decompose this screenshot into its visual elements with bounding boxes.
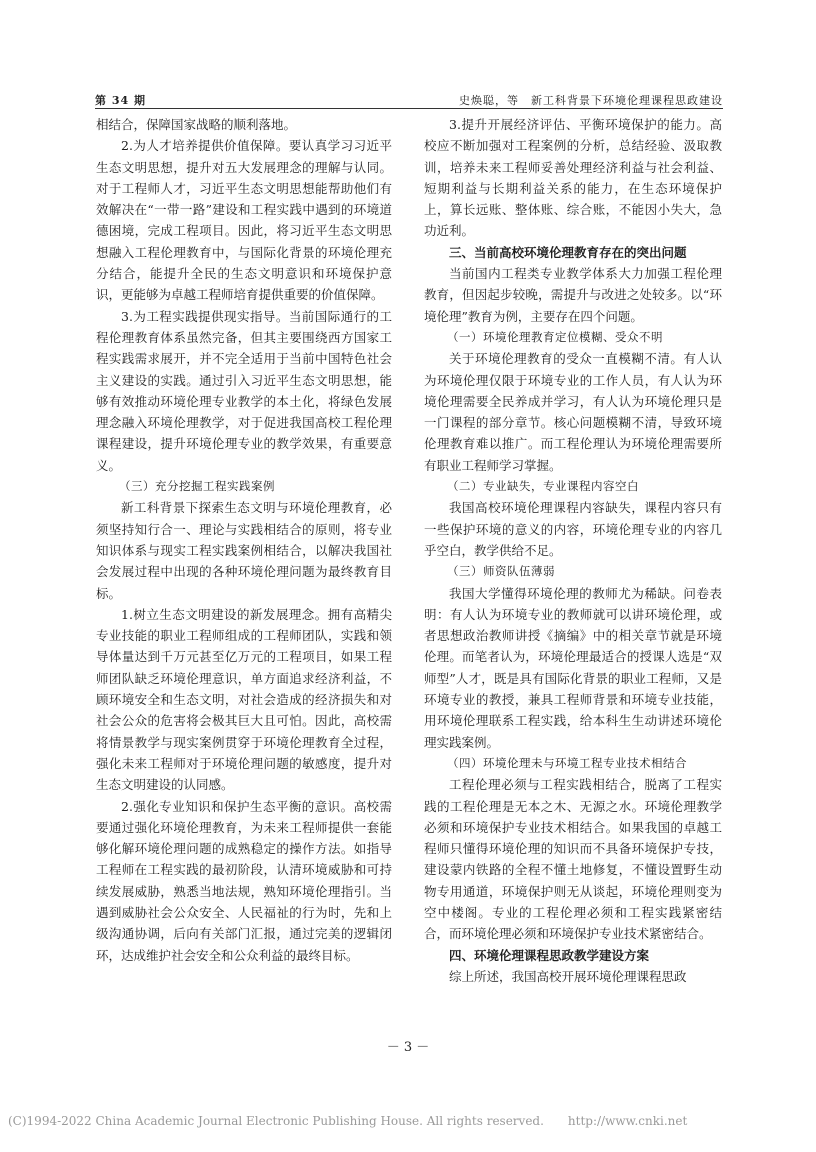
paragraph: 1.树立生态文明建设的新发展理念。拥有高精尖专业技能的职业工程师组成的工程师团队，实践和领导体量达到千万元甚至亿万元的工程项目，如果工程师团队缺乏环境伦理意识，单方面追求经济利益，不顾环境安全和生态文明，对社会造成的经济损失和对社会公众的危害将会极其巨大且可怕。因此，高校需将情景教学与现实案例贯穿于环境伦理教育全过程，强化未来工程师对于环境伦理问题的敏感度，提升对生态文明建设的认同感。	[96, 606, 392, 793]
subsection-heading: （二）专业缺失，专业课程内容空白	[447, 479, 639, 494]
paragraph: 3.提升开展经济评估、平衡环境保护的能力。高校应不断加强对工程案例的分析，总结经验、汲取教训，培养未来工程师妥善处理经济利益与社会利益、短期利益与长期利益关系的能力，在生态环境保护上，算长远账、整体账、综合账，不能因小失大，急功近利。	[424, 117, 722, 239]
section-heading: 三、当前高校环境伦理教育存在的突出问题	[449, 244, 687, 260]
subsection-heading: （一）环境伦理教育定位模糊、受众不明	[447, 329, 663, 344]
header-rule	[95, 108, 723, 109]
page-number: － 3 －	[386, 1040, 430, 1055]
issue-number: 第 34 期	[95, 94, 146, 107]
subsection-heading: （四）环境伦理未与环境工程专业技术相结合	[447, 755, 687, 770]
subsection-heading: （三）充分挖掘工程实践案例	[119, 479, 275, 494]
subsection-heading: （三）师资队伍薄弱	[447, 564, 555, 579]
paragraph: 相结合，保障国家战略的顺利落地。	[96, 117, 297, 132]
copyright-footer: (C)1994-2022 China Academic Journal Electronic Publishing House. All rights reserved. http://www.cnki.net	[8, 1114, 688, 1128]
paragraph: 新工科背景下探索生态文明与环境伦理教育，必须坚持知行合一、理论与实践相结合的原则，将专业知识体系与现实工程实践案例相结合，以解决我国社会发展过程中出现的各种环境伦理问题为最终教育目标。	[96, 500, 392, 601]
paragraph: 工程伦理必须与工程实践相结合，脱离了工程实践的工程伦理是无本之木、无源之水。环境伦理教学必须和环境保护专业技术相结合。如果我国的卓越工程师只懂得环境伦理的知识而不具备环境保护专技，建设蒙内铁路的全程不懂土地修复，不懂设置野生动物专用通道，环境保护则无从谈起，环境伦理则变为空中楼阁。专业的工程伦理必须和工程实践紧密结合，而环境伦理必须和环境保护专业技术紧密结合。	[424, 777, 722, 942]
section-heading: 四、环境伦理课程思政教学建设方案	[449, 947, 650, 963]
paragraph: 2.强化专业知识和保护生态平衡的意识。高校需要通过强化环境伦理教育，为未来工程师提供一套能够化解环境伦理问题的成熟稳定的操作方法。如指导工程师在工程实践的最初阶段，认清环境威胁和可持续发展威胁，熟悉当地法规，熟知环境伦理指引。当遇到威胁社会公众安全、人民福祉的行为时，先和上级沟通协调，后向有关部门汇报，通过完美的逻辑闭环，达成维护社会安全和公众利益的最终目标。	[96, 798, 392, 963]
paragraph: 我国大学懂得环境伦理的教师尤为稀缺。问卷表明：有人认为环境专业的教师就可以讲环境伦理，或者思想政治教师讲授《摘编》中的相关章节就是环境伦理。而笔者认为，环境伦理最适合的授课人选是“双师型”人才，既是具有国际化背景的职业工程师，又是环境专业的教授，兼具工程师背景和环境专业技能，用环境伦理联系工程实践，给本科生生动讲述环境伦理实践案例。	[424, 585, 722, 750]
paragraph: 综上所述，我国高校开展环境伦理课程思政	[449, 968, 687, 984]
paragraph: 3.为工程实践提供现实指导。当前国际通行的工程伦理教育体系虽然完备，但其主要围绕西方国家工程实践需求展开，并不完全适用于当前中国特色社会主义建设的实践。通过引入习近平生态文明思想，能够有效推动环境伦理专业教学的本土化，将绿色发展理念融入环境伦理教学，对于促进我国高校工程伦理课程建设，提升环境伦理专业的教学效果，有重要意义。	[96, 308, 392, 473]
paragraph: 我国高校环境伦理课程内容缺失，课程内容只有一些保护环境的意义的内容，环境伦理专业的内容几乎空白，教学供给不足。	[424, 500, 722, 558]
paragraph: 关于环境伦理教育的受众一直模糊不清。有人认为环境伦理仅限于环境专业的工作人员，有人认为环境伦理需要全民养成并学习，有人认为环境伦理只是一门课程的部分章节。核心问题模糊不清，导致环境伦理教育难以推广。而工程伦理认为环境伦理需要所有职业工程师学习掌握。	[424, 351, 722, 473]
left-column	[96, 114, 392, 966]
running-title: 史焕聪，等 新工科背景下环境伦理课程思政建设	[459, 94, 723, 107]
right-column	[424, 114, 722, 987]
paragraph: 当前国内工程类专业教学体系大力加强工程伦理教育，但因起步较晚，需提升与改进之处较多。以“环境伦理”教育为例，主要存在四个问题。	[424, 266, 722, 324]
paragraph: 2.为人才培养提供价值保障。要认真学习习近平生态文明思想，提升对五大发展理念的理解与认同。对于工程师人才，习近平生态文明思想能帮助他们有效解决在“一带一路”建设和工程实践中遇到的环境道德困境，完成工程项目。因此，将习近平生态文明思想融入工程伦理教育中，与国际化背景的环境伦理充分结合，能提升全民的生态文明意识和环境保护意识，更能够为卓越工程师培育提供重要的价值保障。	[96, 138, 392, 303]
